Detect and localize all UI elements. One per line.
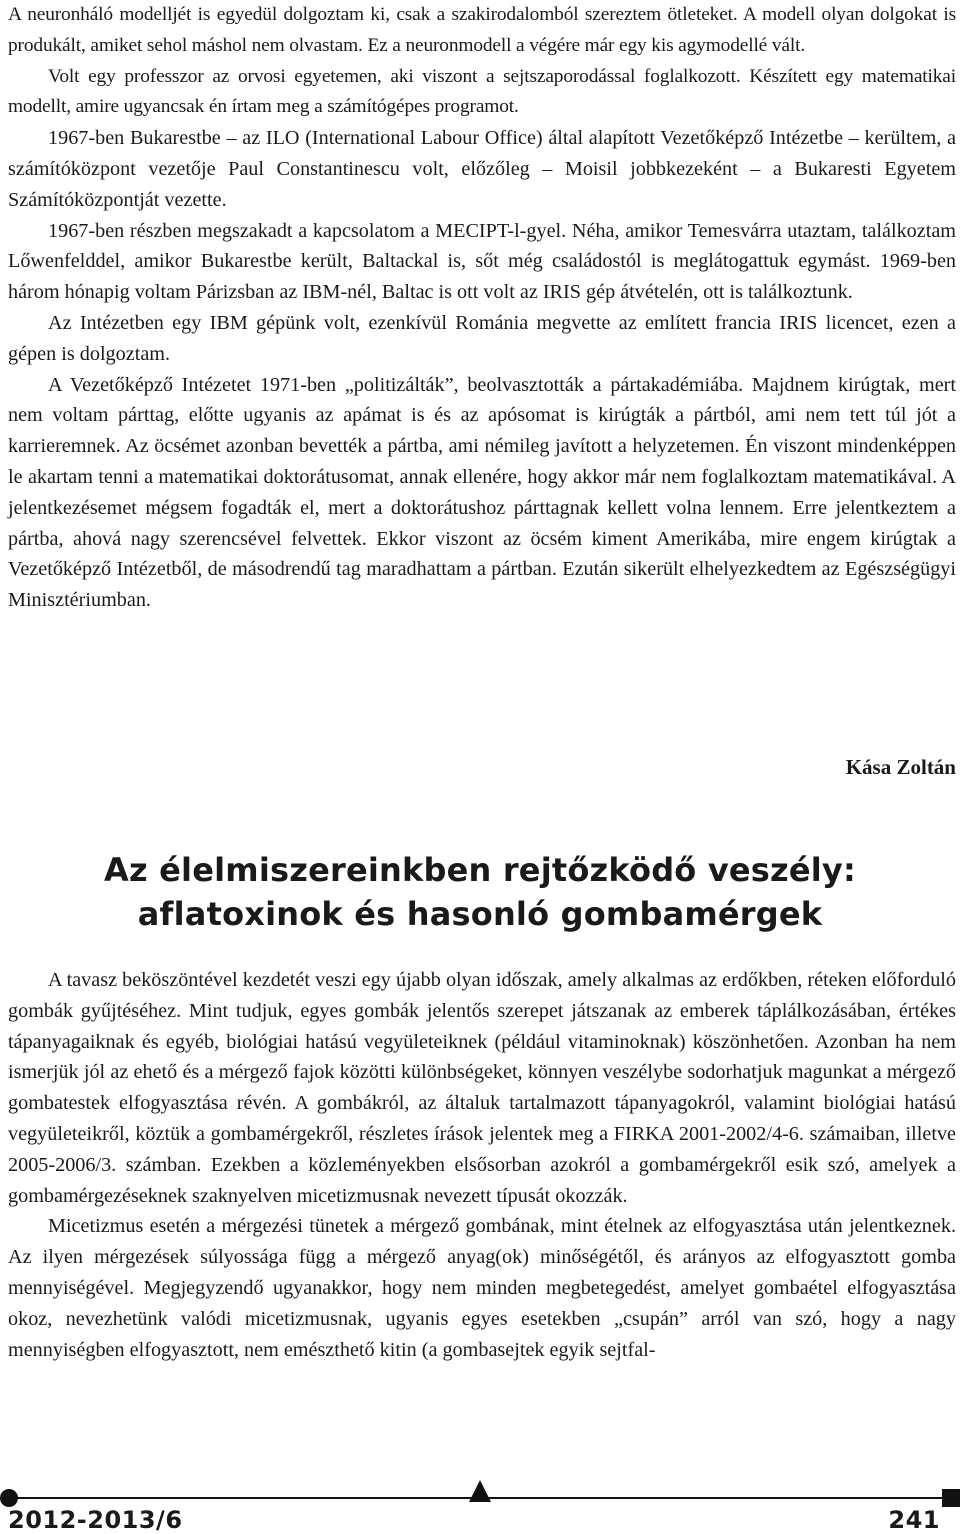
article-body-memoir bbox=[8, 0, 956, 616]
paragraph: Micetizmus esetén a mérgezési tünetek a mérgező gombának, mint ételnek az elfogyasztása után jelentkeznek. Az ilyen mérgezések súlyossága függ a mérgező anyag(ok) minőségétől, és arányos az elfogyasztott gomba mennyiségével. Megjegyzendő ugyanakkor, hogy nem minden megbetegedést, amelyet gombaétel elfogyasztása okoz, nevezhetünk valódi micetizmusnak, ugyanis egyes esetekben „csupán” arról van szó, hogy a nagy mennyiségben elfogyasztott, nem emészthető kitin (a gombasejtek egyik sejtfal- bbox=[8, 1215, 956, 1361]
paragraph: A neuronháló modelljét is egyedül dolgoztam ki, csak a szakirodalomból szereztem ötleteket. A modell olyan dolgokat is produkált, amiket sehol máshol nem olvastam. Ez a neuronmodell a végére már egy kis agymodellé vált. bbox=[8, 4, 956, 56]
page-footer bbox=[0, 1480, 960, 1534]
circle-icon bbox=[0, 1489, 18, 1507]
article-title-line: aflatoxinok és hasonló gombamérgek bbox=[137, 895, 823, 933]
triangle-icon bbox=[469, 1480, 491, 1502]
paragraph: 1967-ben Bukarestbe – az ILO (International Labour Office) által alapított Vezetőképző Intézetbe – kerültem, a számítóközpont vezetője Paul Constantinescu volt, előzőleg – Moisil jobbkezeként – a Bukaresti Egyetem Számítóközpontját vezette. bbox=[8, 127, 956, 211]
paragraph: A Vezetőképző Intézetet 1971-ben „politizálták”, beolvasztották a pártakadémiába. Majdnem kirúgtak, mert nem voltam párttag, előtte ugyanis az apámat is és az apósomat is kirúgták a pártból, ami nem tett túl jót a karrieremnek. Az öcsémet azonban bevették a pártba, ami némileg javított a helyzetemen. Én viszont mindenképpen le akartam tenni a matematikai doktorátusomat, annak ellenére, hogy akkor már nem foglalkoztam matematikával. A jelentkezésemet mégsem fogadták el, mert a doktorátushoz párttagnak kellett volna lennem. Erre jelentkeztem a pártba, ahová nagy szerencsével felvettek. Ekkor viszont az öcsém kiment Amerikába, mire engem kirúgtak a Vezetőképző Intézetből, de másodrendű tag maradhattam a pártban. Ezután sikerült elhelyezkedtem az Egészségügyi Minisztériumban. bbox=[8, 373, 956, 612]
square-icon bbox=[942, 1489, 960, 1507]
paragraph: Az Intézetben egy IBM gépünk volt, ezenkívül Románia megvette az említett francia IRIS licencet, ezen a gépen is dolgoztam. bbox=[8, 311, 956, 365]
paragraph: Volt egy professzor az orvosi egyetemen, aki viszont a sejtszaporodással foglalkozott. Készített egy matematikai modellt, amire ugyancsak én írtam meg a számítógépes programot. bbox=[8, 65, 956, 118]
author-signature: Kása Zoltán bbox=[845, 755, 956, 779]
article-title bbox=[0, 848, 960, 936]
article-body-aflatoxin bbox=[8, 965, 956, 1365]
paragraph: 1967-ben részben megszakadt a kapcsolatom a MECIPT-l-gyel. Néha, amikor Temesvárra utaztam, találkoztam Lőwenfelddel, amikor Bukarestbe került, Baltackal is, sőt még családostól is meglátogattuk egymást. 1969-ben három hónapig voltam Párizsban az IBM-nél, Baltac is ott volt az IRIS gép átvételén, ott is találkoztunk. bbox=[8, 219, 956, 304]
paragraph: A tavasz beköszöntével kezdetét veszi egy újabb olyan időszak, amely alkalmas az erdőkben, réteken előforduló gombák gyűjtéséhez. Mint tudjuk, egyes gombák jelentős szerepet játszanak az emberek táplálkozásában, értékes tápanyagaiknak és egyéb, biológiai hatású vegyületeiknek (például vitaminoknak) köszönhetően. Azonban ha nem ismerjük jól az ehető és a mérgező fajok közötti különbségeket, könnyen veszélybe sodorhatjuk magunkat a mérgező gombatestek elfogyasztása révén. A gombákról, az általuk tartalmazott tápanyagokról, valamint biológiai hatású vegyületeikről, köztük a gombamérgekről, részletes írások jelentek meg a FIRKA 2001-2002/4-6. számaiban, illetve 2005-2006/3. számban. Ezekben a közleményekben elsősorban azokról a gombamérgekről esik szó, amelyek a gombamérgezéseknek szaknyelven micetizmusnak nevezett típusát okozzák. bbox=[8, 969, 956, 1207]
issue-number: 2012-2013/6 bbox=[8, 1506, 183, 1534]
article-title-line: Az élelmiszereinkben rejtőzködő veszély: bbox=[104, 851, 856, 889]
page-number: 241 bbox=[888, 1506, 940, 1534]
